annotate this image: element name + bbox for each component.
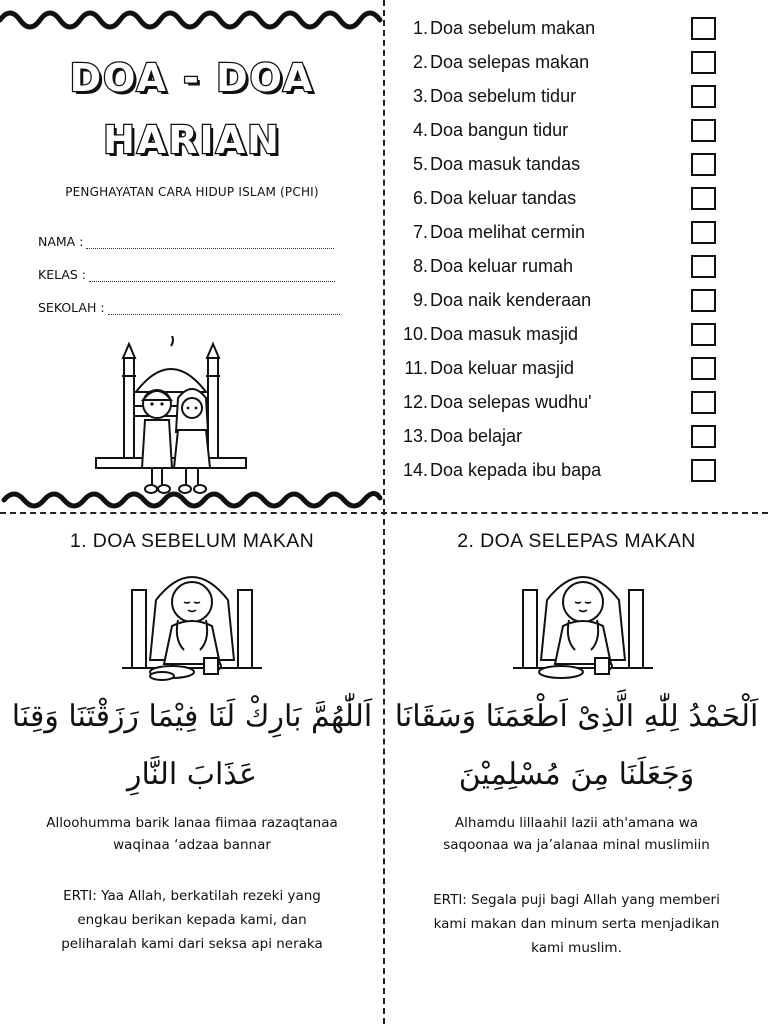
- list-item-label: Doa bangun tidur: [430, 120, 569, 140]
- checkbox[interactable]: [691, 391, 716, 414]
- checkbox[interactable]: [691, 51, 716, 74]
- list-item: [385, 82, 768, 114]
- transliteration-line2: saqoonaa wa ja’alanaa minal muslimiin: [443, 837, 710, 853]
- list-item-number: 8.: [412, 256, 428, 276]
- list-item-label: Doa masuk tandas: [430, 154, 581, 174]
- meaning-line1: ERTI: Segala puji bagi Allah yang memberi: [433, 892, 720, 908]
- list-item: [385, 354, 768, 386]
- list-item-number: 12.: [402, 392, 428, 412]
- list-item: [385, 286, 768, 318]
- arabic-text-line1: اَلْحَمْدُ لِلّٰهِ الَّذِىْ اَطْعَمَنَا وَسَقَانَا: [394, 699, 759, 734]
- cover-panel: [0, 0, 384, 512]
- doa-title: 2. DOA SELEPAS MAKAN: [457, 530, 696, 552]
- list-item-label: Doa masuk masjid: [430, 324, 579, 344]
- meaning: [397, 888, 756, 960]
- meaning-line3: kami muslim.: [531, 940, 622, 956]
- list-item: [385, 252, 768, 284]
- checkbox[interactable]: [691, 119, 716, 142]
- meaning-line3: peliharalah kami dari seksa api neraka: [61, 936, 323, 952]
- list-item-label: Doa keluar masjid: [430, 358, 575, 378]
- list-item-number: 10.: [402, 324, 428, 344]
- checkbox[interactable]: [691, 357, 716, 380]
- list-item: [385, 184, 768, 216]
- arabic-text-line2: عَذَابَ النَّارِ: [127, 757, 257, 792]
- list-item-label: Doa sebelum makan: [430, 18, 596, 38]
- cover-title-line2: HARIAN: [103, 118, 281, 162]
- list-item-number: 13.: [402, 426, 428, 446]
- meaning: [12, 884, 372, 956]
- praying-girl-illustration: [122, 560, 262, 684]
- list-item-label: Doa naik kenderaan: [430, 290, 592, 310]
- list-item-number: 7.: [412, 222, 428, 242]
- list-item-label: Doa keluar tandas: [430, 188, 577, 208]
- list-item: [385, 456, 768, 488]
- transliteration: [397, 812, 756, 856]
- list-item-label: Doa belajar: [430, 426, 523, 446]
- list-item: [385, 48, 768, 80]
- name-label: NAMA :: [38, 234, 84, 249]
- checkbox[interactable]: [691, 153, 716, 176]
- checkbox[interactable]: [691, 187, 716, 210]
- list-item-label: Doa selepas makan: [430, 52, 590, 72]
- list-item-number: 11.: [404, 358, 428, 378]
- school-field[interactable]: [38, 300, 340, 315]
- list-item-number: 1.: [412, 18, 428, 38]
- list-item-label: Doa keluar rumah: [430, 256, 574, 276]
- praying-girl-illustration: [513, 560, 653, 684]
- list-item: [385, 388, 768, 420]
- class-label: KELAS :: [38, 267, 87, 282]
- bottom-wavy-border: [0, 480, 384, 512]
- list-item-label: Doa melihat cermin: [430, 222, 586, 242]
- list-item: [385, 218, 768, 250]
- list-item-number: 9.: [412, 290, 428, 310]
- transliteration: [12, 812, 372, 856]
- meaning-line2: engkau berikan kepada kami, dan: [77, 912, 307, 928]
- doa-sebelum-makan-panel: [0, 514, 384, 1024]
- checklist-panel: [385, 0, 768, 512]
- cover-subtitle: PENGHAYATAN CARA HIDUP ISLAM (PCHI): [65, 185, 319, 199]
- list-item-number: 2.: [412, 52, 428, 72]
- list-item-number: 5.: [412, 154, 428, 174]
- list-item-number: 4.: [412, 120, 428, 140]
- checkbox[interactable]: [691, 459, 716, 482]
- name-blank[interactable]: [86, 238, 334, 249]
- list-item: [385, 320, 768, 352]
- checkbox[interactable]: [691, 17, 716, 40]
- transliteration-line2: waqinaa ‘adzaa bannar: [113, 837, 271, 853]
- transliteration-line1: Alhamdu lillaahil lazii ath'amana wa: [454, 815, 699, 831]
- doa-selepas-makan-panel: [385, 514, 768, 1024]
- list-item-number: 14.: [402, 460, 428, 480]
- checkbox[interactable]: [691, 289, 716, 312]
- list-item: [385, 116, 768, 148]
- meaning-line2: kami makan dan minum serta menjadikan: [433, 916, 720, 932]
- class-field[interactable]: [38, 267, 335, 282]
- list-item: [385, 150, 768, 182]
- checkbox[interactable]: [691, 85, 716, 108]
- list-item-label: Doa sebelum tidur: [430, 86, 577, 106]
- checkbox[interactable]: [691, 425, 716, 448]
- doa-title: 1. DOA SEBELUM MAKAN: [69, 530, 315, 552]
- list-item-label: Doa selepas wudhu': [430, 392, 592, 412]
- checkbox[interactable]: [691, 221, 716, 244]
- list-item-number: 3.: [412, 86, 428, 106]
- list-item: [385, 422, 768, 454]
- mosque-children-illustration: [92, 336, 292, 498]
- list-item: [385, 14, 768, 46]
- top-wavy-border: [0, 0, 384, 40]
- class-blank[interactable]: [89, 271, 335, 282]
- list-item-number: 6.: [412, 188, 428, 208]
- school-blank[interactable]: [108, 304, 340, 315]
- cover-title-line1: DOA - DOA: [69, 56, 315, 100]
- list-item-label: Doa kepada ibu bapa: [430, 460, 602, 480]
- checkbox[interactable]: [691, 323, 716, 346]
- school-label: SEKOLAH :: [38, 300, 105, 315]
- transliteration-line1: Alloohumma barik lanaa fiimaa razaqtanaa: [46, 815, 338, 831]
- arabic-text-line1: اَللّٰهُمَّ بَارِكْ لَنَا فِيْمَا رَزَقْتَنَا وَقِنَا: [11, 699, 373, 734]
- meaning-line1: ERTI: Yaa Allah, berkatilah rezeki yang: [63, 888, 321, 904]
- arabic-text-line2: وَجَعَلَنَا مِنَ مُسْلِمِيْنَ: [458, 757, 695, 792]
- name-field[interactable]: [38, 234, 334, 249]
- checkbox[interactable]: [691, 255, 716, 278]
